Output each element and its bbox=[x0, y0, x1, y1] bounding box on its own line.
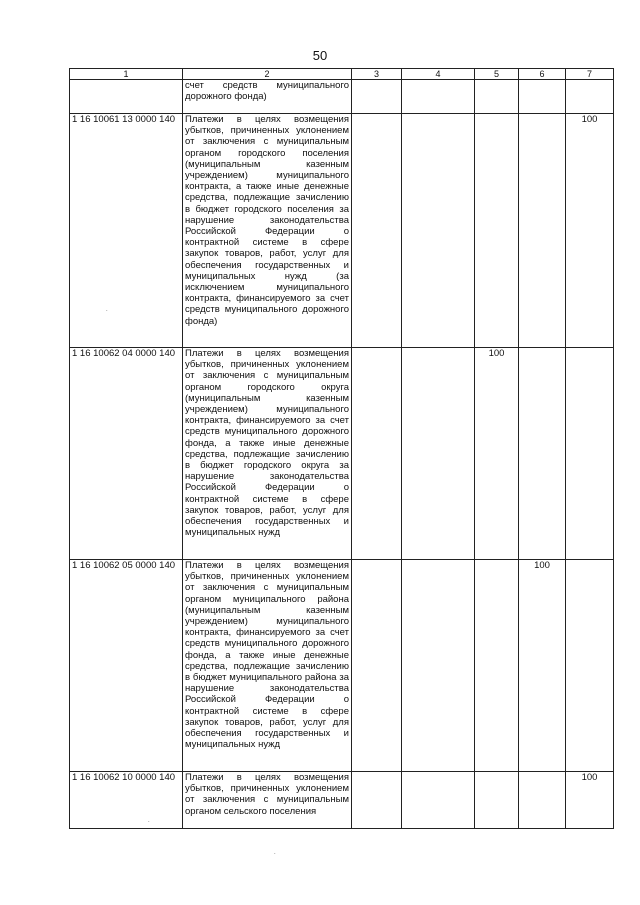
row-col4 bbox=[402, 560, 475, 772]
row-col3 bbox=[352, 560, 402, 772]
table-row bbox=[70, 772, 614, 829]
row-col7 bbox=[566, 560, 614, 772]
header-col-4: 4 bbox=[402, 69, 475, 80]
header-col-2: 2 bbox=[183, 69, 352, 80]
header-col-7: 7 bbox=[566, 69, 614, 80]
scan-speck: . bbox=[106, 307, 108, 313]
row-code: 1 16 10062 10 0000 140 bbox=[70, 772, 183, 829]
row-code: 1 16 10061 13 0000 140 bbox=[70, 114, 183, 348]
row-col5 bbox=[475, 114, 519, 348]
empty-cell bbox=[352, 80, 402, 114]
row-col3 bbox=[352, 114, 402, 348]
empty-cell bbox=[519, 80, 566, 114]
empty-cell bbox=[402, 80, 475, 114]
continuation-text: счет средств муниципального дорожного фонда) bbox=[183, 80, 352, 114]
row-col7: 100 bbox=[566, 114, 614, 348]
table-row bbox=[70, 114, 614, 348]
scan-speck: . bbox=[274, 850, 276, 856]
row-col3 bbox=[352, 772, 402, 829]
scan-speck: . bbox=[148, 818, 150, 824]
empty-cell bbox=[566, 80, 614, 114]
continuation-row bbox=[70, 80, 614, 114]
row-col5: 100 bbox=[475, 348, 519, 560]
row-col5 bbox=[475, 560, 519, 772]
row-col4 bbox=[402, 114, 475, 348]
header-col-6: 6 bbox=[519, 69, 566, 80]
row-col7 bbox=[566, 348, 614, 560]
empty-cell bbox=[475, 80, 519, 114]
row-col3 bbox=[352, 348, 402, 560]
header-col-1: 1 bbox=[70, 69, 183, 80]
table-row bbox=[70, 560, 614, 772]
row-description: Платежи в целях возмещения убытков, причиненных уклонением от заключения с муниципальным органом муниципального района (муниципальным казенным учреждением) муниципального контракта, финансируемого за счет средств муниципального дорожного фонда, а также иные денежные средства, подлежащие зачислению в бюджет муниципального района за нарушение законодательства Российской Федерации о контрактной системе в сфере закупок товаров, работ, услуг для обеспечения государственных и муниципальных нужд bbox=[183, 560, 352, 772]
row-code: 1 16 10062 04 0000 140 bbox=[70, 348, 183, 560]
header-col-3: 3 bbox=[352, 69, 402, 80]
continuation-code-cell bbox=[70, 80, 183, 114]
row-col4 bbox=[402, 772, 475, 829]
budget-table bbox=[69, 68, 614, 829]
header-col-5: 5 bbox=[475, 69, 519, 80]
row-col7: 100 bbox=[566, 772, 614, 829]
row-description: Платежи в целях возмещения убытков, причиненных уклонением от заключения с муниципальным органом сельского поселения bbox=[183, 772, 352, 829]
row-col4 bbox=[402, 348, 475, 560]
table-header-row bbox=[70, 69, 614, 80]
row-code: 1 16 10062 05 0000 140 bbox=[70, 560, 183, 772]
row-description: Платежи в целях возмещения убытков, причиненных уклонением от заключения с муниципальным органом городского поселения (муниципальным казенным учреждением) муниципального контракта, а также иные денежные средства, подлежащие зачислению в бюджет городского поселения за нарушение законодательства Российской Федерации о контрактной системе в сфере закупок товаров, работ, услуг для обеспечения государственных и муниципальных нужд (за исключением муниципального контракта, финансируемого за счет средств муниципального дорожного фонда) bbox=[183, 114, 352, 348]
page-number: 50 bbox=[312, 48, 328, 63]
row-description: Платежи в целях возмещения убытков, причиненных уклонением от заключения с муниципальным органом городского округа (муниципальным казенным учреждением) муниципального контракта, финансируемого за счет средств муниципального дорожного фонда, а также иные денежные средства, подлежащие зачислению в бюджет городского округа за нарушение законодательства Российской Федерации о контрактной системе в сфере закупок товаров, работ, услуг для обеспечения государственных и муниципальных нужд bbox=[183, 348, 352, 560]
row-col6 bbox=[519, 772, 566, 829]
row-col5 bbox=[475, 772, 519, 829]
row-col6: 100 bbox=[519, 560, 566, 772]
row-col6 bbox=[519, 114, 566, 348]
row-col6 bbox=[519, 348, 566, 560]
table-row bbox=[70, 348, 614, 560]
